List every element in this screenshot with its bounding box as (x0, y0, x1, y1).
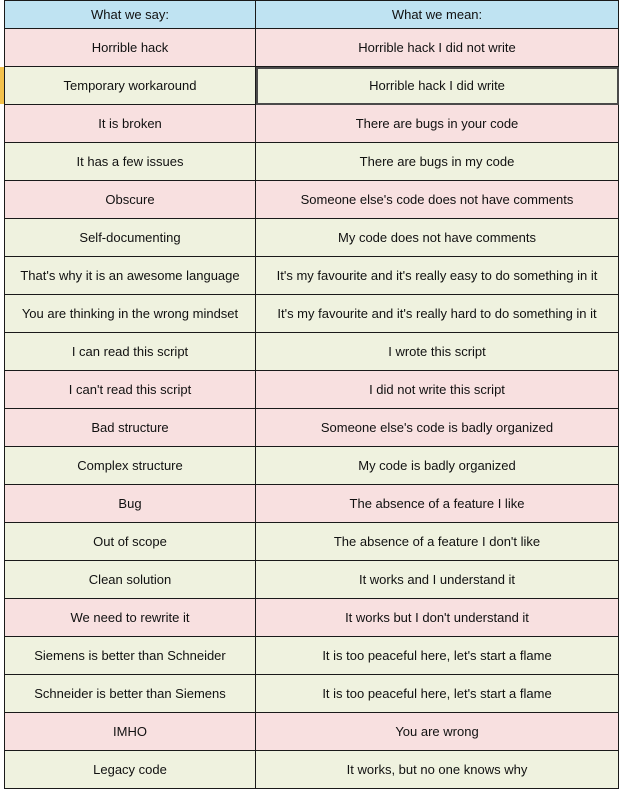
table-row (5, 29, 619, 67)
say-cell[interactable]: Bug (5, 485, 256, 523)
say-cell[interactable]: That's why it is an awesome language (5, 257, 256, 295)
mean-cell[interactable]: It works and I understand it (256, 561, 619, 599)
spreadsheet-table (4, 0, 619, 789)
table-row (5, 67, 619, 105)
say-cell[interactable]: We need to rewrite it (5, 599, 256, 637)
mean-cell[interactable]: It is too peaceful here, let's start a flame (256, 637, 619, 675)
table-row (5, 599, 619, 637)
table-row (5, 219, 619, 257)
table-row (5, 751, 619, 789)
table-row (5, 257, 619, 295)
table-row (5, 675, 619, 713)
table-row (5, 371, 619, 409)
say-cell[interactable]: Temporary workaround (5, 67, 256, 105)
mean-cell[interactable]: There are bugs in my code (256, 143, 619, 181)
say-cell[interactable]: Siemens is better than Schneider (5, 637, 256, 675)
mean-cell[interactable]: The absence of a feature I don't like (256, 523, 619, 561)
say-cell[interactable]: Complex structure (5, 447, 256, 485)
mean-cell[interactable]: It's my favourite and it's really hard to do something in it (256, 295, 619, 333)
mean-cell[interactable]: I did not write this script (256, 371, 619, 409)
column-header-what-we-mean[interactable]: What we mean: (256, 1, 619, 29)
column-header-what-we-say[interactable]: What we say: (5, 1, 256, 29)
table-row (5, 143, 619, 181)
mean-cell[interactable]: Horrible hack I did not write (256, 29, 619, 67)
mean-cell[interactable]: I wrote this script (256, 333, 619, 371)
table-row (5, 295, 619, 333)
mean-cell[interactable]: There are bugs in your code (256, 105, 619, 143)
mean-cell[interactable]: Horrible hack I did write (256, 67, 619, 105)
say-cell[interactable]: It is broken (5, 105, 256, 143)
mean-cell[interactable]: Someone else's code is badly organized (256, 409, 619, 447)
table-row (5, 181, 619, 219)
mean-cell[interactable]: My code does not have comments (256, 219, 619, 257)
table-row (5, 447, 619, 485)
mean-cell[interactable]: It's my favourite and it's really easy to do something in it (256, 257, 619, 295)
say-cell[interactable]: Out of scope (5, 523, 256, 561)
say-cell[interactable]: Self-documenting (5, 219, 256, 257)
table-row (5, 561, 619, 599)
header-row (5, 1, 619, 29)
say-cell[interactable]: I can read this script (5, 333, 256, 371)
table-row (5, 105, 619, 143)
mean-cell[interactable]: It is too peaceful here, let's start a flame (256, 675, 619, 713)
mean-cell[interactable]: The absence of a feature I like (256, 485, 619, 523)
say-cell[interactable]: You are thinking in the wrong mindset (5, 295, 256, 333)
table-row (5, 333, 619, 371)
say-cell[interactable]: Schneider is better than Siemens (5, 675, 256, 713)
mean-cell[interactable]: It works, but no one knows why (256, 751, 619, 789)
mean-cell[interactable]: Someone else's code does not have comments (256, 181, 619, 219)
table-row (5, 485, 619, 523)
say-cell[interactable]: Horrible hack (5, 29, 256, 67)
table-row (5, 409, 619, 447)
table-row (5, 523, 619, 561)
mean-cell[interactable]: It works but I don't understand it (256, 599, 619, 637)
say-cell[interactable]: I can't read this script (5, 371, 256, 409)
say-cell[interactable]: IMHO (5, 713, 256, 751)
say-cell[interactable]: It has a few issues (5, 143, 256, 181)
table-body (5, 29, 619, 789)
say-cell[interactable]: Obscure (5, 181, 256, 219)
table-row (5, 713, 619, 751)
mean-cell[interactable]: My code is badly organized (256, 447, 619, 485)
say-cell[interactable]: Bad structure (5, 409, 256, 447)
table-row (5, 637, 619, 675)
mean-cell[interactable]: You are wrong (256, 713, 619, 751)
say-cell[interactable]: Clean solution (5, 561, 256, 599)
say-cell[interactable]: Legacy code (5, 751, 256, 789)
